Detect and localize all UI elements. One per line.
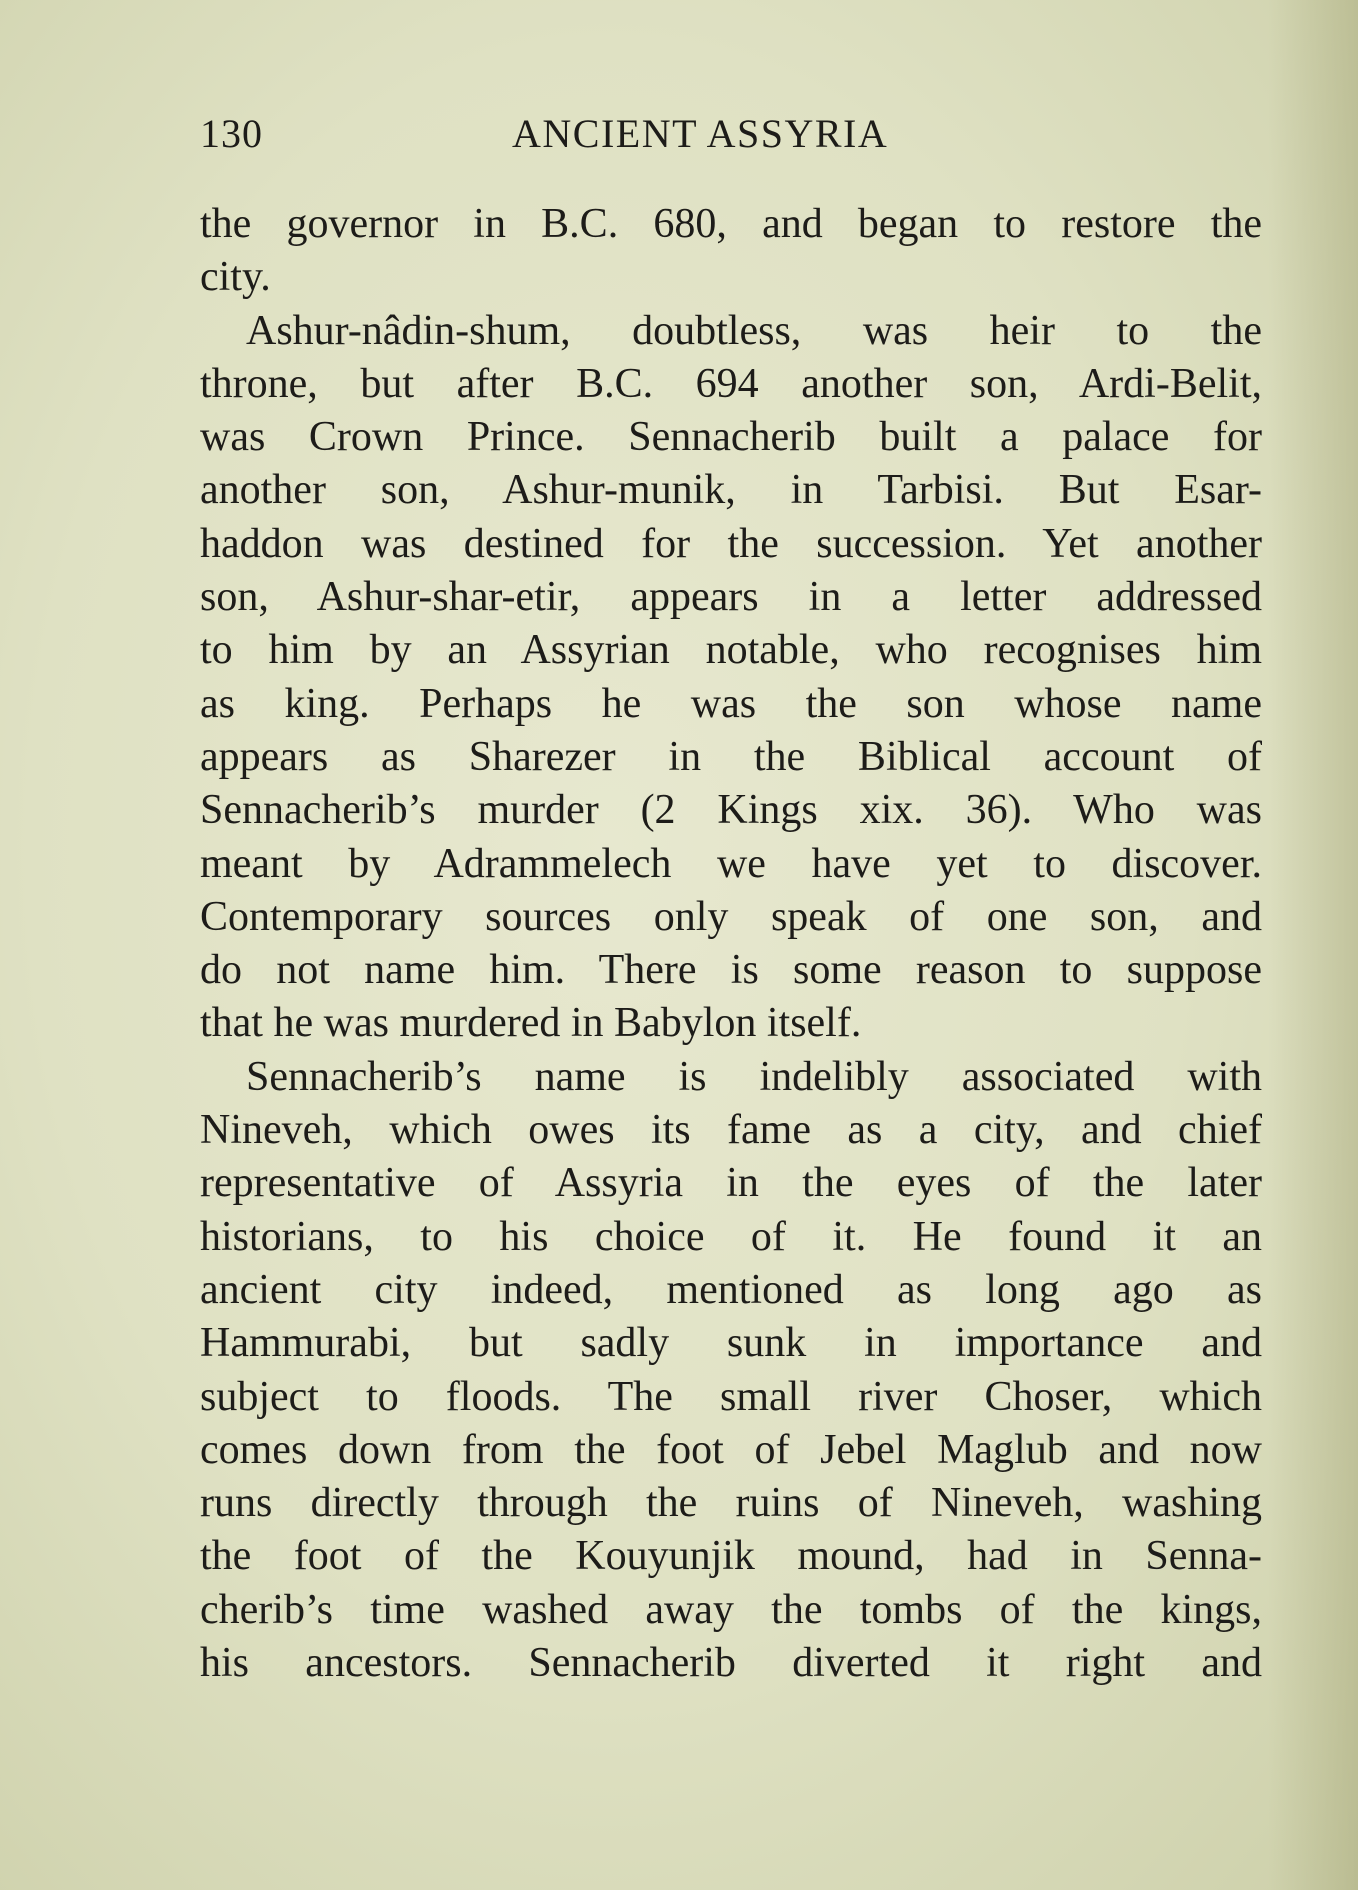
text-line: the foot of the Kouyunjik mound, had in Senna- <box>200 1533 1262 1580</box>
text-line: as king. Perhaps he was the son whose name <box>200 680 1262 727</box>
text-line: was Crown Prince. Sennacherib built a palace for <box>200 414 1262 461</box>
text-line: appears as Sharezer in the Biblical account of <box>200 733 1262 780</box>
text-line: the governor in B.C. 680, and began to restore the <box>200 201 1262 247</box>
text-line: throne, but after B.C. 694 another son, Ardi-Belit, <box>200 360 1262 407</box>
text-line: Sennacherib’s name is indelibly associated with <box>246 1053 1262 1100</box>
text-line: Hammurabi, but sadly sunk in importance and <box>200 1320 1262 1367</box>
text-line: Ashur-nâdin-shum, doubtless, was heir to the <box>246 307 1262 354</box>
running-title: ANCIENT ASSYRIA <box>512 111 889 156</box>
text-line: another son, Ashur-munik, in Tarbisi. But Esar- <box>200 467 1262 514</box>
text-line: Contemporary sources only speak of one son, and <box>200 893 1262 940</box>
page-number: 130 <box>200 111 263 156</box>
text-line: son, Ashur-shar-etir, appears in a letter addressed <box>200 574 1262 621</box>
text-line: haddon was destined for the succession. Yet another <box>200 520 1262 567</box>
text-line: representative of Assyria in the eyes of the later <box>200 1160 1262 1207</box>
book-page <box>200 110 1262 1690</box>
text-line: do not name him. There is some reason to suppose <box>200 947 1262 994</box>
text-line: historians, to his choice of it. He found it an <box>200 1213 1262 1260</box>
text-line: to him by an Assyrian notable, who recognises him <box>200 627 1262 674</box>
text-line: meant by Adrammelech we have yet to discover. <box>200 840 1262 887</box>
text-line: cherib’s time washed away the tombs of the kings, <box>200 1586 1262 1633</box>
page-edge-shadow <box>1268 0 1358 1890</box>
text-line: comes down from the foot of Jebel Maglub and now <box>200 1426 1262 1473</box>
text-line: his ancestors. Sennacherib diverted it right and <box>200 1640 1262 1687</box>
text-line: Sennacherib’s murder (2 Kings xix. 36). Who was <box>200 787 1262 834</box>
text-line: that he was murdered in Babylon itself. <box>200 1000 862 1047</box>
running-head <box>200 110 1262 170</box>
text-line: Nineveh, which owes its fame as a city, and chief <box>200 1107 1262 1154</box>
text-line: subject to floods. The small river Choser, which <box>200 1373 1262 1420</box>
text-line: ancient city indeed, mentioned as long ago as <box>200 1266 1262 1313</box>
body-text <box>200 198 1262 1690</box>
text-line: city. <box>200 254 271 301</box>
text-line: runs directly through the ruins of Nineveh, washing <box>200 1480 1262 1527</box>
